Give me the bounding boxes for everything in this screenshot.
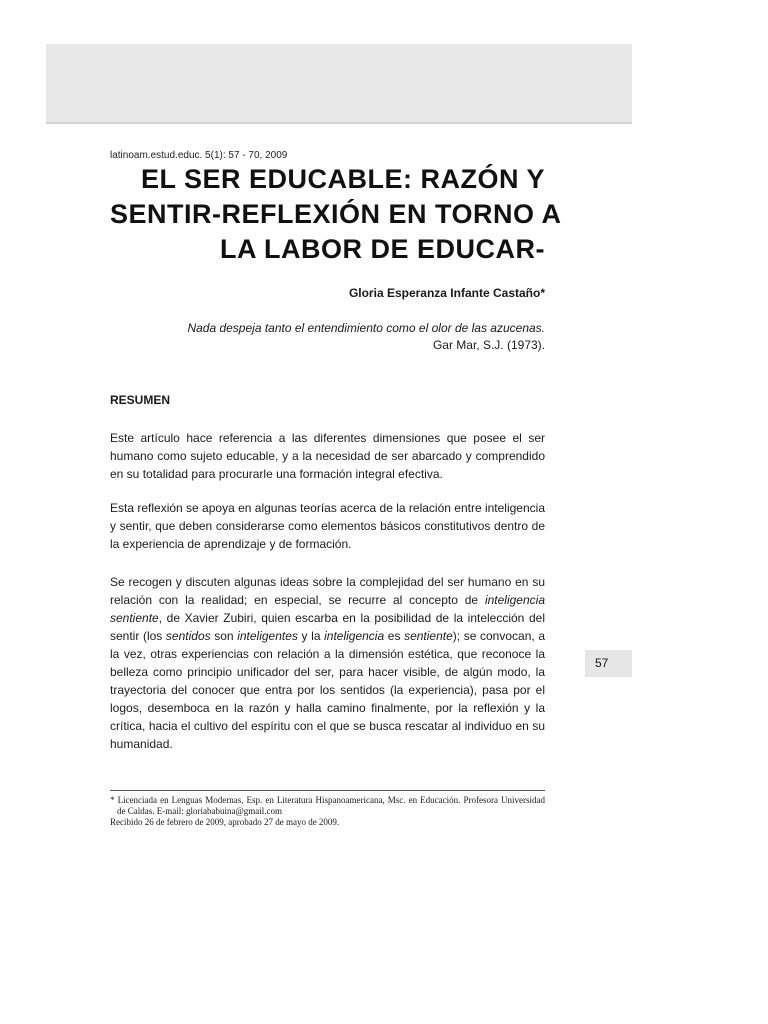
journal-citation: latinoam.estud.educ. 5(1): 57 - 70, 2009 — [110, 150, 288, 161]
page-number-badge: 57 — [585, 650, 632, 677]
abstract-paragraph-1: Este artículo hace referencia a las diferentes dimensiones que posee el ser humano como sujeto educable, y a la necesidad de ser abarcado y comprendido en su totalidad para procurarle una formación integral efectiva. — [110, 431, 545, 481]
footnote-affiliation: * Licenciada en Lenguas Modernas, Esp. en Literatura Hispanoamericana, Msc. en Educación. Profesora Universidad de Caldas. E-mail: gloriababuina@gmail.com — [110, 795, 545, 816]
title-line-3: LA LABOR DE EDUCAR- — [220, 234, 545, 264]
p3-emphasis: sentidos — [165, 629, 211, 643]
footnote-divider — [110, 790, 545, 791]
p3-text: , de Xavier Zubiri, quien escarba en la posibilidad de la intelección del sentir (los — [110, 611, 545, 643]
epigraph-quote: Nada despeja tanto el entendimiento como el olor de las azucenas. — [187, 321, 545, 335]
header-band — [46, 44, 632, 124]
p3-text: y la — [297, 629, 325, 643]
title-line-1: EL SER EDUCABLE: RAZÓN Y — [140, 164, 545, 194]
author-name: Gloria Esperanza Infante Castaño* — [348, 286, 545, 300]
footnote — [110, 795, 545, 828]
p3-text: Se recogen y discuten algunas ideas sobre la complejidad del ser humano en su relación con la realidad; en especial, se recurre al concepto de — [110, 575, 545, 607]
p3-emphasis: sentiente — [404, 629, 453, 643]
abstract-paragraph-2: Esta reflexión se apoya en algunas teorías acerca de la relación entre inteligencia y sentir, que deben considerarse como elementos básicos constitutivos dentro de la experiencia de aprendizaje y de formación. — [110, 501, 545, 551]
p3-text: es — [384, 629, 405, 643]
p3-text: ); se convocan, a la vez, otras experiencias con relación a la dimensión estética, que reconoce la belleza como principio unificador del ser, para hacer visible, de algún modo, la trayectoria del conocer que entra por los sentidos (la experiencia), pasa por el logos, desemboca en la razón y halla camino finalmente, por la reflexión y la crítica, hacia el cultivo del espíritu con el que se busca rescatar al individuo en su humanidad. — [110, 629, 545, 751]
footnote-received: Recibido 26 de febrero de 2009, aprobado 27 de mayo de 2009. — [110, 817, 340, 827]
abstract-paragraph-3 — [110, 573, 545, 753]
p3-emphasis: inteligencia sentiente — [110, 593, 545, 625]
p3-emphasis: inteligencia — [324, 629, 385, 643]
abstract-heading: RESUMEN — [110, 393, 171, 407]
p3-emphasis: inteligentes — [237, 629, 298, 643]
article-title — [110, 162, 562, 267]
p3-text: son — [210, 629, 238, 643]
epigraph-source: Gar Mar, S.J. (1973). — [432, 338, 545, 352]
epigraph — [110, 320, 545, 354]
title-line-2: SENTIR-REFLEXIÓN EN TORNO A — [110, 199, 562, 229]
